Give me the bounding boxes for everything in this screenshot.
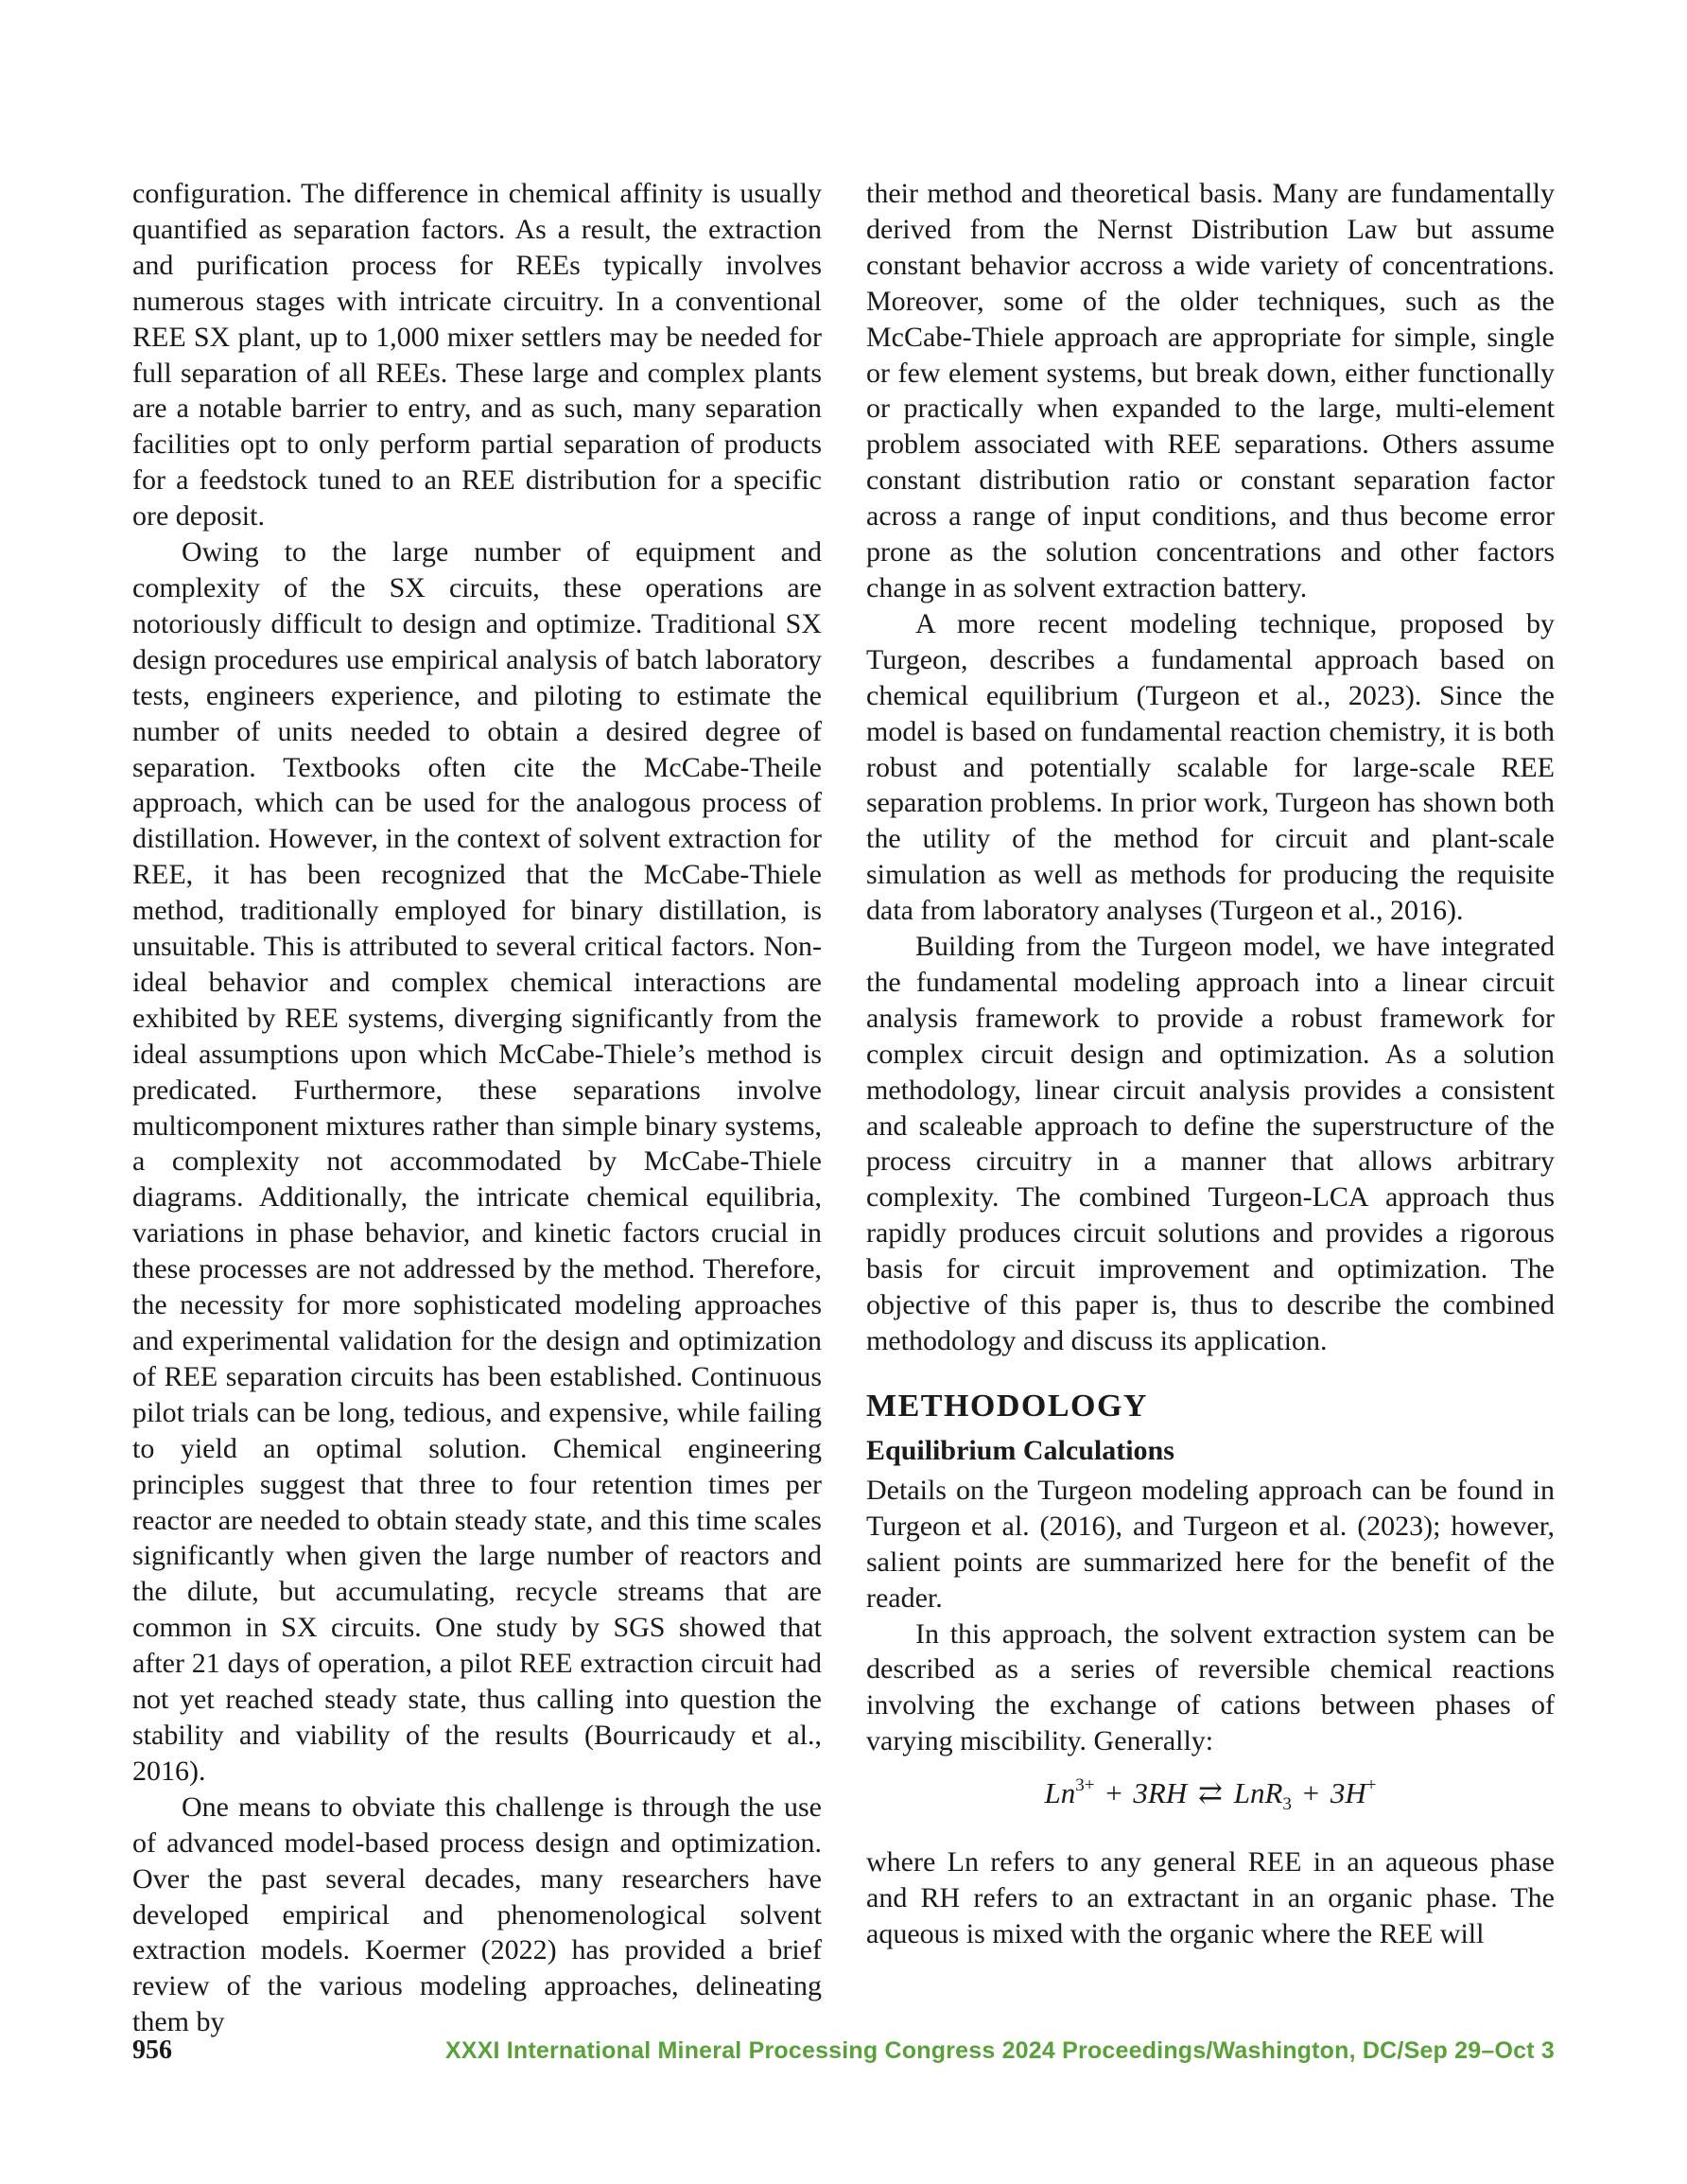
equation-plus: + xyxy=(1302,1776,1320,1810)
equation-reactant: 3RH xyxy=(1133,1776,1188,1810)
left-column xyxy=(132,176,822,2040)
body-paragraph: Building from the Turgeon model, we have integrated the fundamental modeling approach into a linear circuit analysis framework to provide a robust framework for complex circuit design and optimization. As a solution methodology, linear circuit analysis provides a consistent and scaleable approach to define the superstructure of the process circuitry in a manner that allows arbitrary complexity. The combined Turgeon-LCA approach thus rapidly produces circuit solutions and provides a rigorous basis for circuit improvement and optimization. The objective of this paper is, thus to describe the combined methodology and discuss its application. xyxy=(866,931,1555,1356)
page-footer xyxy=(132,2035,1555,2073)
equation-proton: 3H xyxy=(1330,1776,1366,1810)
equation-equilibrium-arrow: ⇄ xyxy=(1198,1776,1223,1810)
subsection-heading: Equilibrium Calculations xyxy=(866,1434,1174,1466)
body-paragraph: Details on the Turgeon modeling approach can be found in Turgeon et al. (2016), and Turgeon et al. (2023); however, salient points are summarized here for the benefit of the reader. xyxy=(866,1474,1555,1614)
section-heading: METHODOLOGY xyxy=(866,1388,1148,1424)
body-paragraph: One means to obviate this challenge is through the use of advanced model-based process design and optimization. Over the past several decades, many researchers have developed empirical and phenomenological solvent extraction models. Koermer (2022) has provided a brief review of the various modeling approaches, delineating them by xyxy=(132,1791,822,2038)
reaction-equation xyxy=(866,1765,1555,1826)
running-footer-title: XXXI International Mineral Processing Congress 2024 Proceedings/Washington, DC/Sep 29–Oct 3 xyxy=(444,2037,1555,2064)
body-paragraph: Owing to the large number of equipment and complexity of the SX circuits, these operations are notoriously difficult to design and optimize. Traditional SX design procedures use empirical analysis of batch laboratory tests, engineers experience, and piloting to estimate the number of units needed to obtain a desired degree of separation. Textbooks often cite the McCabe-Theile approach, which can be used for the analogous process of distillation. However, in the context of solvent extraction for REE, it has been recognized that the McCabe-Thiele method, traditionally employed for binary distillation, is unsuitable. This is attributed to several critical factors. Non-ideal behavior and complex chemical interactions are exhibited by REE systems, diverging significantly from the ideal assumptions upon which McCabe-Thiele’s method is predicated. Furthermore, these separations involve multicomponent mixtures rather than simple binary systems, a complexity not accommodated by McCabe-Thiele diagrams. Additionally, the intricate chemical equilibria, variations in phase behavior, and kinetic factors crucial in these processes are not addressed by the method. Therefore, the necessity for more sophisticated modeling approaches and experimental validation for the design and optimization of REE separation circuits has been established. Continuous pilot trials can be long, tedious, and expensive, while failing to yield an optimal solution. Chemical engineering principles suggest that three to four retention times per reactor are needed to obtain steady state, and this time scales significantly when given the large number of reactors and the dilute, but accumulating, recycle streams that are common in SX circuits. One study by SGS showed that after 21 days of operation, a pilot REE extraction circuit had not yet reached steady state, thus calling into question the stability and viability of the results (Bourricaudy et al., 2016). xyxy=(132,536,822,1787)
equation-charge: 3+ xyxy=(1075,1775,1095,1796)
body-paragraph: configuration. The difference in chemical affinity is usually quantified as separation factors. As a result, the extraction and purification process for REEs typically involves numerous stages with intricate circuitry. In a conventional REE SX plant, up to 1,000 mixer settlers may be needed for full separation of all REEs. These large and complex plants are a notable barrier to entry, and as such, many separation facilities opt to only perform partial separation of products for a feedstock tuned to an REE distribution for a specific ore deposit. xyxy=(132,178,822,533)
body-paragraph: where Ln refers to any general REE in an aqueous phase and RH refers to an extractant in an organic phase. The aqueous is mixed with the organic where the REE will xyxy=(866,1846,1555,1949)
body-paragraph: A more recent modeling technique, proposed by Turgeon, describes a fundamental approach based on chemical equilibrium (Turgeon et al., 2023). Since the model is based on fundamental reaction chemistry, it is both robust and potentially scalable for large-scale REE separation problems. In prior work, Turgeon has shown both the utility of the method for circuit and plant-scale simulation as well as methods for producing the requisite data from laboratory analyses (Turgeon et al., 2016). xyxy=(866,607,1555,927)
equation-proton-charge: + xyxy=(1365,1775,1377,1796)
body-paragraph: In this approach, the solvent extraction system can be described as a series of reversible chemical reactions involving the exchange of cations between phases of varying miscibility. Generally: xyxy=(866,1617,1555,1757)
equation-product-subscript: 3 xyxy=(1282,1794,1292,1815)
body-paragraph: their method and theoretical basis. Many are fundamentally derived from the Nernst Distribution Law but assume constant behavior accross a wide variety of concentrations. Moreover, some of the older techniques, such as the McCabe-Thiele approach are appropriate for simple, single or few element systems, but break down, either functionally or practically when expanded to the large, multi-element problem associated with REE separations. Others assume constant distribution ratio or constant separation factor across a range of input conditions, and thus become error prone as the solution concentrations and other factors change in as solvent extraction battery. xyxy=(866,178,1555,603)
right-column xyxy=(866,176,1555,1952)
page-number: 956 xyxy=(132,2035,172,2065)
equation-product: LnR xyxy=(1233,1776,1283,1810)
equation-ln: Ln xyxy=(1044,1776,1076,1810)
equation-plus: + xyxy=(1105,1776,1122,1810)
